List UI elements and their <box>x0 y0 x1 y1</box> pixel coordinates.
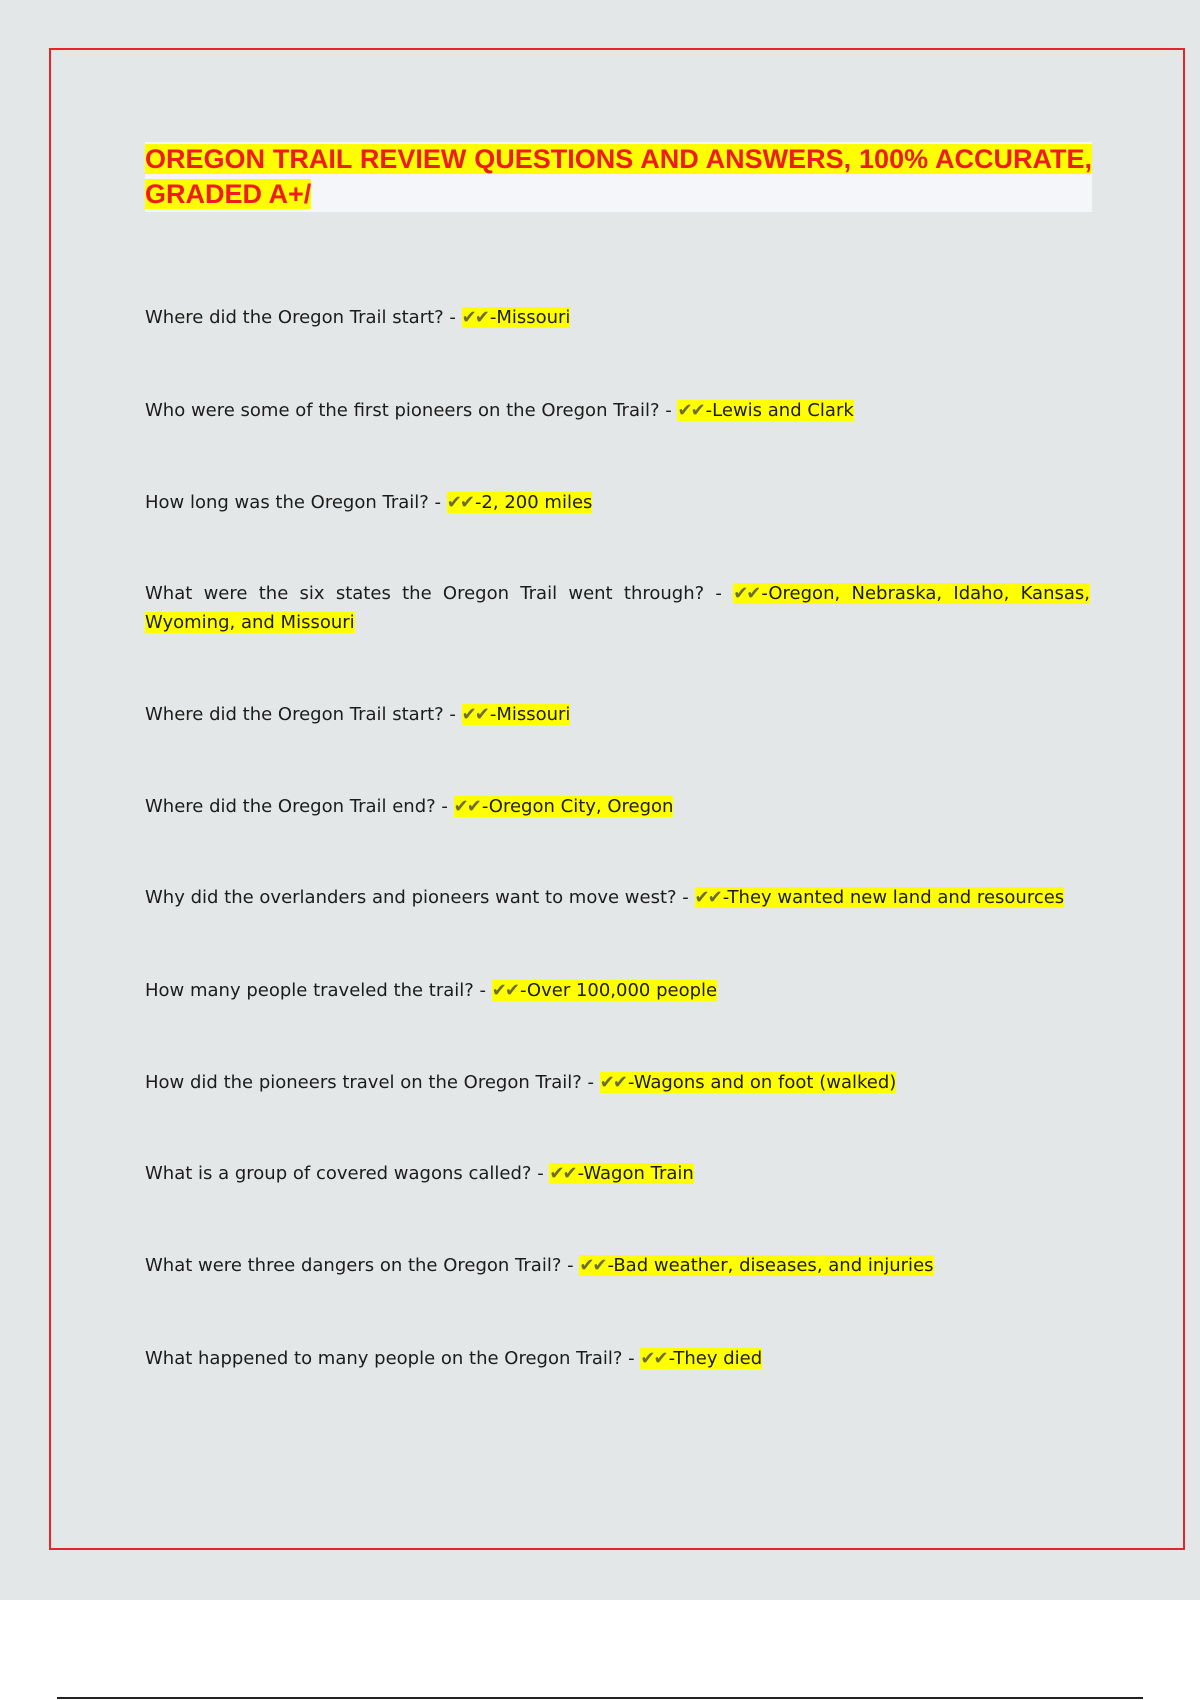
answer-highlight <box>492 980 717 1001</box>
answer-text: -Missouri <box>489 704 571 725</box>
question-text: Where did the Oregon Trail start? - <box>145 307 462 328</box>
question-text: Why did the overlanders and pioneers want to move west? - <box>145 887 695 908</box>
qa-item <box>145 1068 1090 1097</box>
double-check-icon: ✔✔ <box>491 980 518 1001</box>
answer-highlight <box>695 887 1065 908</box>
double-check-icon: ✔✔ <box>461 704 488 725</box>
answer-text: -Bad weather, diseases, and injuries <box>607 1255 934 1276</box>
question-text: What is a group of covered wagons called? - <box>145 1163 550 1184</box>
answer-text: -Missouri <box>489 307 571 328</box>
double-check-icon: ✔✔ <box>453 796 480 817</box>
double-check-icon: ✔✔ <box>549 1163 576 1184</box>
double-check-icon: ✔✔ <box>446 492 473 513</box>
double-check-icon: ✔✔ <box>579 1255 606 1276</box>
qa-item <box>145 1251 1090 1280</box>
question-text: What happened to many people on the Oregon Trail? - <box>145 1348 641 1369</box>
double-check-icon: ✔✔ <box>733 583 760 604</box>
answer-text: -Oregon, Nebraska, Idaho, Kansas, Wyoming, and Missouri <box>145 583 1091 633</box>
qa-item <box>145 1344 1090 1373</box>
answer-highlight <box>640 1348 762 1369</box>
qa-item <box>145 883 1090 912</box>
question-text: What were three dangers on the Oregon Trail? - <box>145 1255 580 1276</box>
answer-highlight <box>677 400 853 421</box>
answer-text: -Oregon City, Oregon <box>481 796 674 817</box>
question-text: How did the pioneers travel on the Oregon Trail? - <box>145 1072 600 1093</box>
answer-text: -Wagons and on foot (walked) <box>627 1072 897 1093</box>
answer-highlight <box>447 492 593 513</box>
answer-text: -2, 200 miles <box>474 492 593 513</box>
question-text: How long was the Oregon Trail? - <box>145 492 447 513</box>
document-title-text: OREGON TRAIL REVIEW QUESTIONS AND ANSWERS, 100% ACCURATE, GRADED A+/ <box>145 144 1092 209</box>
answer-text: -They wanted new land and resources <box>722 887 1065 908</box>
answer-highlight <box>600 1072 897 1093</box>
qa-item <box>145 792 1090 821</box>
question-text: What were the six states the Oregon Trail went through? - <box>145 583 734 604</box>
answer-highlight <box>462 704 571 725</box>
double-check-icon: ✔✔ <box>677 400 704 421</box>
answer-highlight <box>579 1255 933 1276</box>
question-text: Where did the Oregon Trail start? - <box>145 704 462 725</box>
question-text: Where did the Oregon Trail end? - <box>145 796 454 817</box>
double-check-icon: ✔✔ <box>461 307 488 328</box>
question-text: How many people traveled the trail? - <box>145 980 492 1001</box>
qa-item <box>145 700 1090 729</box>
qa-item <box>145 1159 1090 1188</box>
footer-divider <box>57 1697 1143 1699</box>
qa-item <box>145 579 1090 637</box>
double-check-icon: ✔✔ <box>640 1348 667 1369</box>
qa-item <box>145 976 1090 1005</box>
answer-highlight <box>549 1163 693 1184</box>
qa-item <box>145 396 1090 425</box>
answer-text: -Wagon Train <box>577 1163 694 1184</box>
qa-item <box>145 488 1090 517</box>
answer-text: -Lewis and Clark <box>705 400 854 421</box>
document-title <box>145 142 1092 212</box>
double-check-icon: ✔✔ <box>599 1072 626 1093</box>
answer-highlight <box>454 796 674 817</box>
double-check-icon: ✔✔ <box>694 887 721 908</box>
answer-highlight <box>462 307 571 328</box>
question-text: Who were some of the first pioneers on the Oregon Trail? - <box>145 400 678 421</box>
qa-item <box>145 303 1090 332</box>
answer-text: -Over 100,000 people <box>519 980 718 1001</box>
answer-text: -They died <box>668 1348 763 1369</box>
